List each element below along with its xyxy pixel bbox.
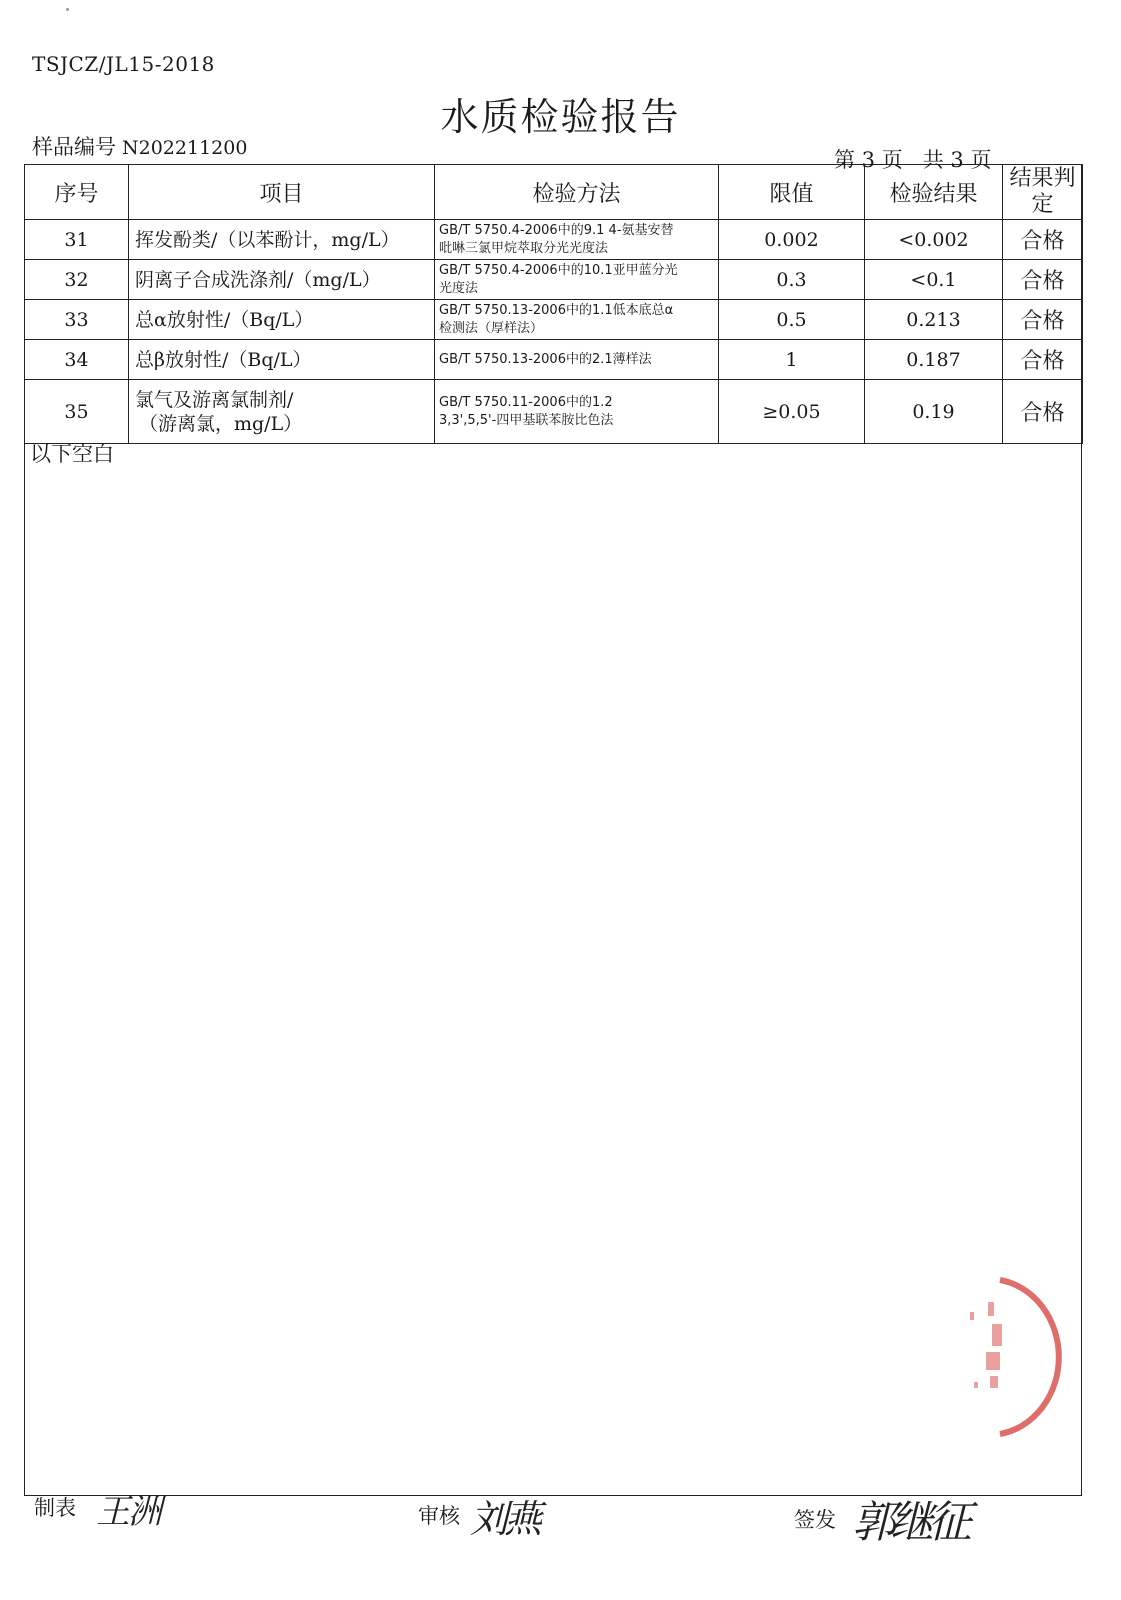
header-result: 检验结果 — [865, 165, 1003, 220]
item-line1: 挥发酚类/（以苯酚计，mg/L） — [135, 228, 400, 251]
method-line1: GB/T 5750.4-2006中的9.1 4-氨基安替 — [439, 222, 674, 238]
header-limit: 限值 — [719, 165, 865, 220]
header-seq: 序号 — [25, 165, 129, 220]
cell-seq: 32 — [25, 260, 129, 300]
cell-method — [435, 340, 719, 380]
table-row — [25, 220, 1083, 260]
cell-limit: 0.002 — [719, 220, 865, 260]
sample-number — [32, 131, 247, 161]
cell-result: 0.19 — [865, 380, 1003, 444]
cell-limit: 0.5 — [719, 300, 865, 340]
cell-seq: 35 — [25, 380, 129, 444]
cell-limit: 0.3 — [719, 260, 865, 300]
item-line2: （游离氯，mg/L） — [139, 412, 303, 435]
scan-speck — [66, 8, 69, 11]
item-line1: 总β放射性/（Bq/L） — [135, 348, 312, 371]
cell-method — [435, 300, 719, 340]
table-header-row — [25, 165, 1083, 220]
cell-verdict: 合格 — [1003, 260, 1083, 300]
cell-verdict: 合格 — [1003, 220, 1083, 260]
method-line1: GB/T 5750.13-2006中的1.1低本底总α — [439, 302, 674, 318]
sample-number-label: 样品编号 — [32, 135, 116, 159]
cell-item — [129, 380, 435, 444]
method-line1: GB/T 5750.11-2006中的1.2 — [439, 394, 613, 410]
prepared-by-label: 制表 — [34, 1496, 76, 1520]
method-line2: 3,3',5,5'-四甲基联苯胺比色法 — [439, 412, 614, 428]
cell-verdict: 合格 — [1003, 300, 1083, 340]
table-row — [25, 300, 1083, 340]
item-line1: 氯气及游离氯制剂/ — [135, 388, 294, 411]
sample-number-value: N202211200 — [122, 137, 248, 159]
table-row — [25, 260, 1083, 300]
cell-method — [435, 260, 719, 300]
reviewed-by-signature: 刘燕 — [470, 1497, 539, 1541]
method-line2: 检测法（厚样法） — [439, 320, 544, 336]
blank-below-note: 以下空白 — [30, 442, 114, 466]
prepared-by-signature: 王洲 — [96, 1492, 160, 1532]
report-title: 水质检验报告 — [440, 95, 681, 139]
cell-item — [129, 260, 435, 300]
cell-result: <0.002 — [865, 220, 1003, 260]
cell-item — [129, 300, 435, 340]
cell-seq: 34 — [25, 340, 129, 380]
method-line1: GB/T 5750.13-2006中的2.1薄样法 — [439, 351, 652, 367]
cell-seq: 33 — [25, 300, 129, 340]
cell-result: 0.213 — [865, 300, 1003, 340]
header-verdict: 结果判定 — [1003, 165, 1083, 220]
cell-limit: 1 — [719, 340, 865, 380]
issued-by-signature: 郭继征 — [852, 1497, 966, 1548]
cell-seq: 31 — [25, 220, 129, 260]
item-line1: 总α放射性/（Bq/L） — [135, 308, 314, 331]
cell-item — [129, 340, 435, 380]
method-line2: 吡啉三氯甲烷萃取分光光度法 — [439, 240, 609, 256]
method-line1: GB/T 5750.4-2006中的10.1亚甲蓝分光 — [439, 262, 678, 278]
table-row — [25, 380, 1083, 444]
official-seal — [930, 1262, 1090, 1442]
item-line1: 阴离子合成洗涤剂/（mg/L） — [135, 268, 381, 291]
header-method: 检验方法 — [435, 165, 719, 220]
page-indicator: 第 3 页 共 3 页 — [834, 148, 992, 172]
form-code: TSJCZ/JL15-2018 — [32, 52, 215, 76]
cell-method — [435, 380, 719, 444]
cell-verdict: 合格 — [1003, 340, 1083, 380]
cell-method — [435, 220, 719, 260]
header-item: 项目 — [129, 165, 435, 220]
issued-by-label: 签发 — [794, 1508, 836, 1532]
reviewed-by-label: 审核 — [418, 1504, 460, 1528]
cell-verdict: 合格 — [1003, 380, 1083, 444]
cell-limit: ≥0.05 — [719, 380, 865, 444]
method-line2: 光度法 — [439, 280, 479, 296]
table-row — [25, 340, 1083, 380]
results-table — [24, 164, 1083, 444]
cell-result: 0.187 — [865, 340, 1003, 380]
cell-result: <0.1 — [865, 260, 1003, 300]
cell-item — [129, 220, 435, 260]
